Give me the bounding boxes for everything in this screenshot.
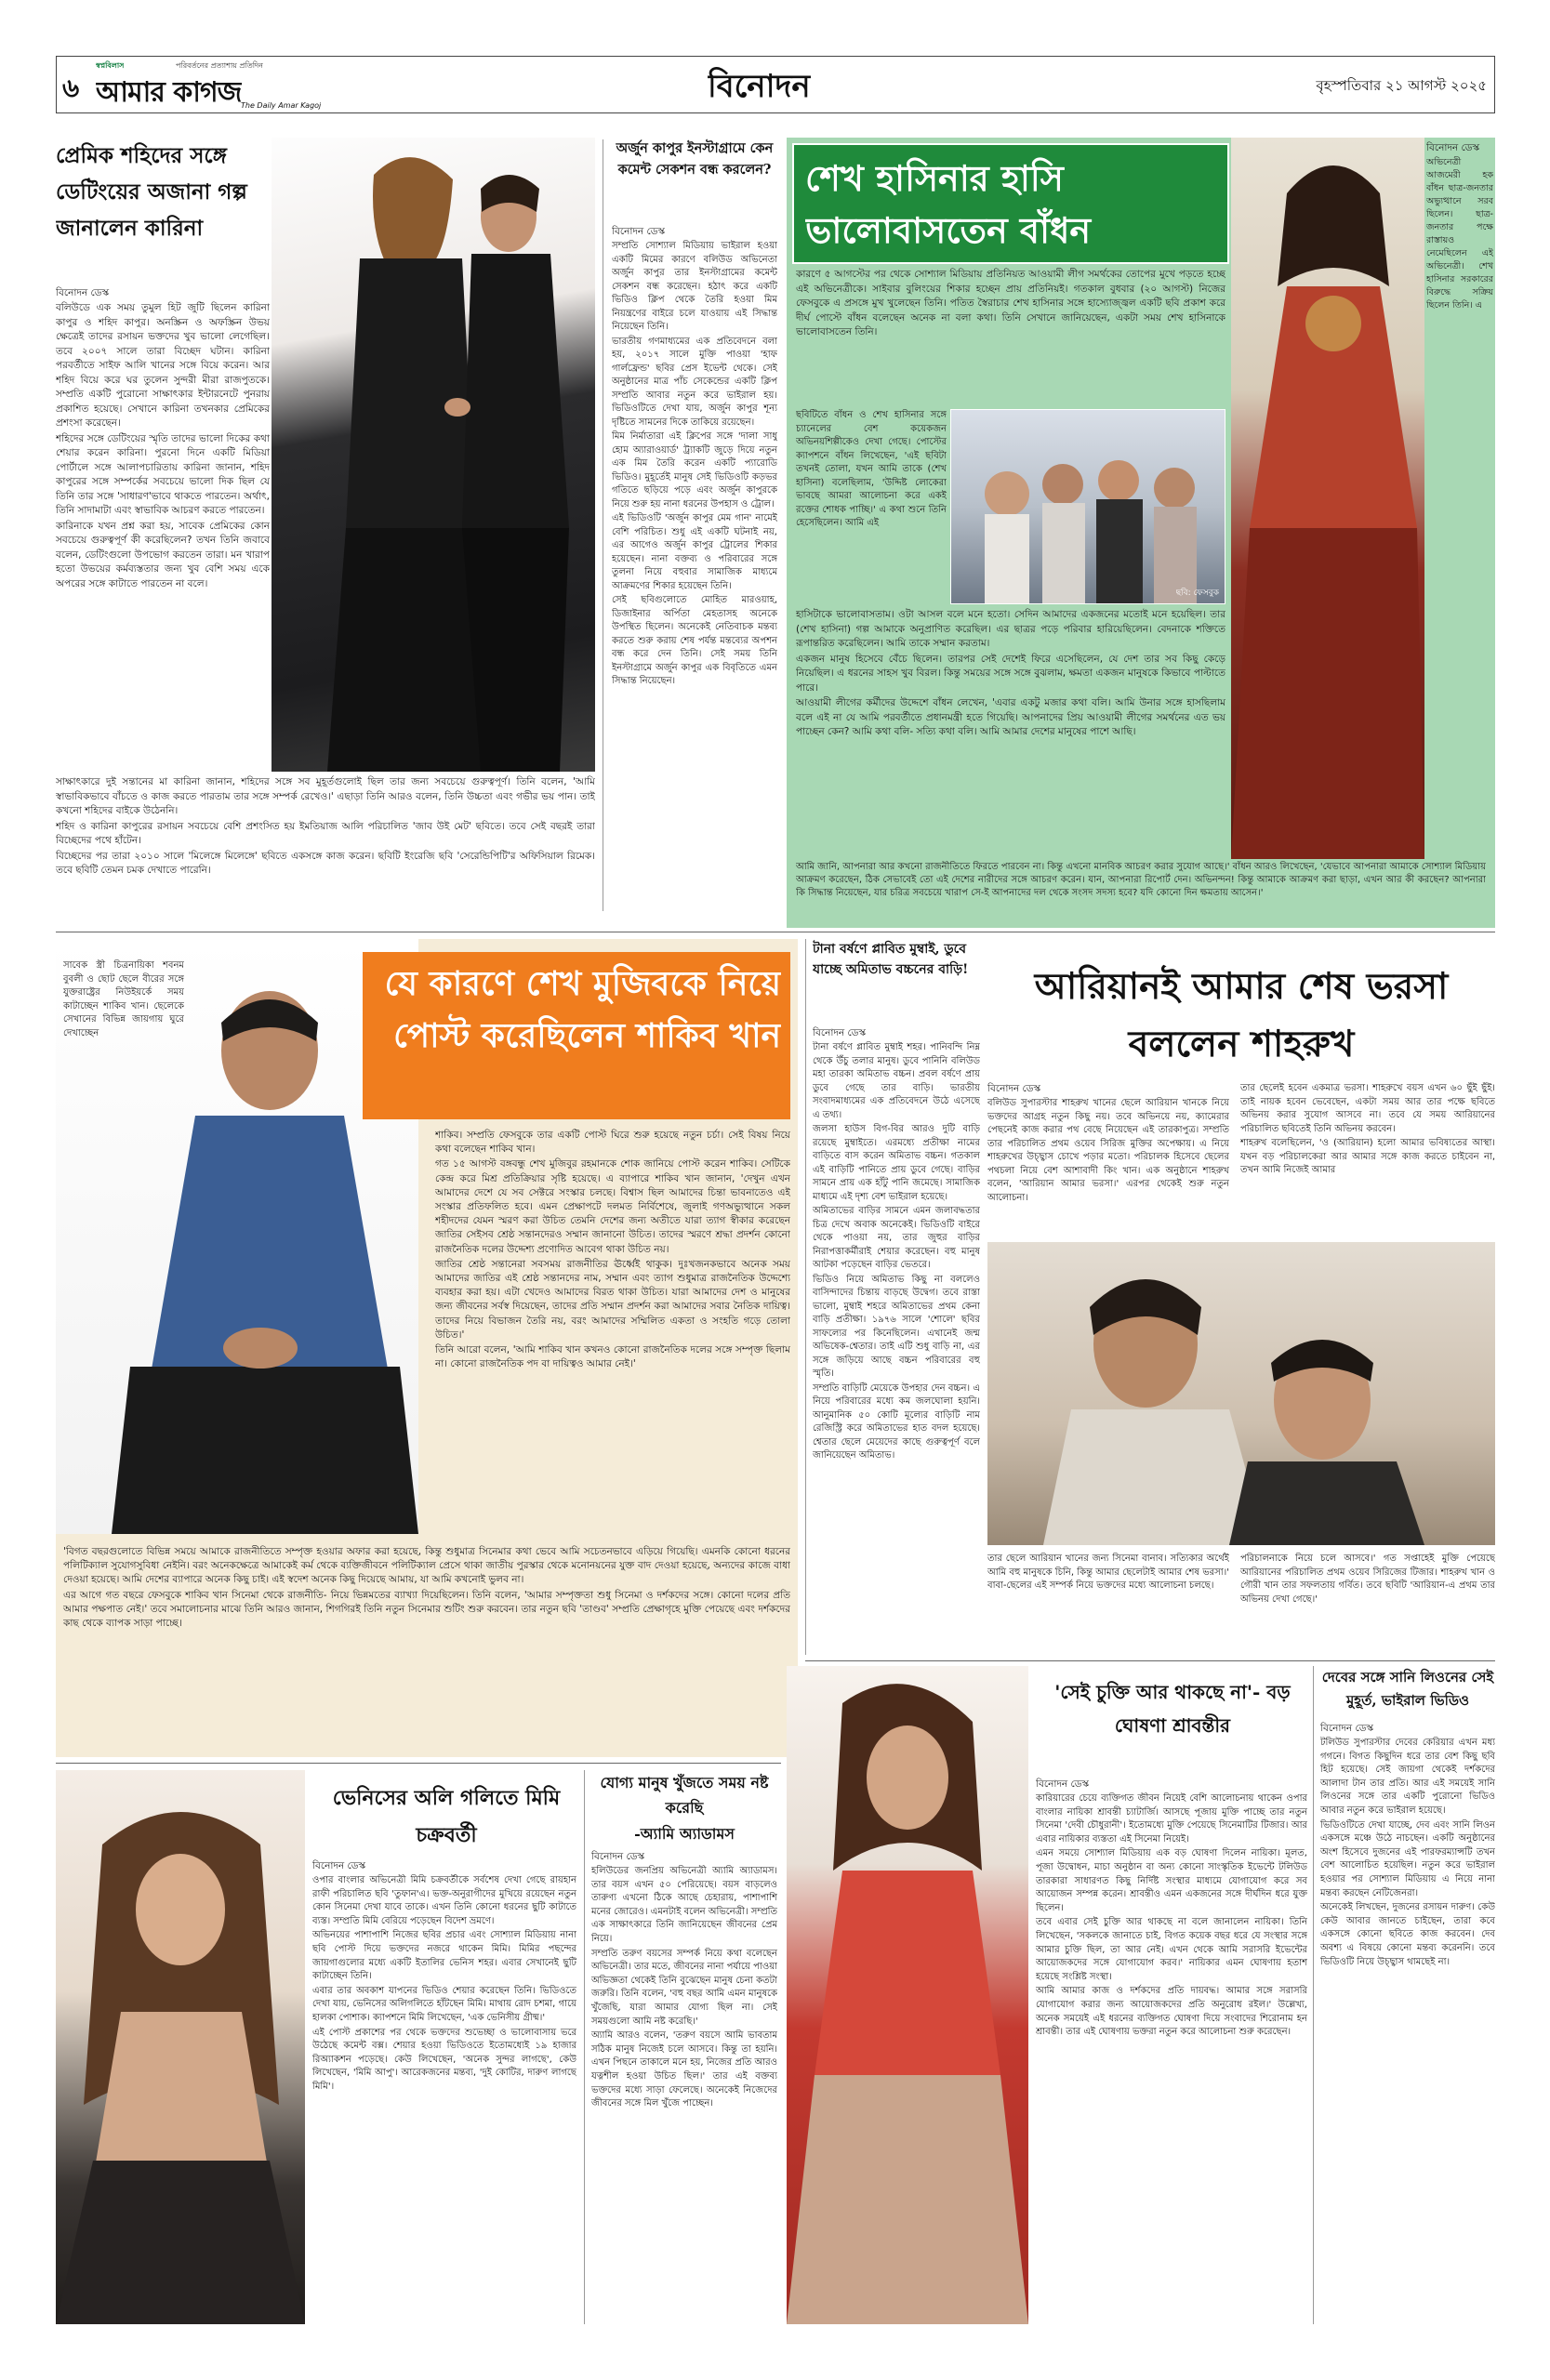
shakib-intro-overlay: সাবেক স্ত্রী চিত্রনায়িকা শবনম বুবলী ও ছোট ছেলে বীরের সঙ্গে যুক্তরাষ্ট্রের নিউইয়র্কে সময় কাটাচ্ছেন শাকিব খান। ছেলেকে সেখানের বিভিন্ন জায়গায় ঘুরে দেখাচ্ছেন: [63, 960, 184, 1038]
mimi-photo: [56, 1770, 305, 2324]
kareena-shahid-figures: [272, 138, 595, 772]
mimi-para: এবার তার অবকাশ যাপনের ভিডিও শেয়ার করেছেন তিনি। ভিডিওতে দেখা যায়, ভেনিসের অলিগলিতে হাঁটছেন মিমি। মাথায় রোদ চশমা, গায়ে হালকা পোশাক। ক্যাপশনে মিমি লিখেছেন, 'এক ভেনিসীয় গ্রীষ্ম।': [312, 1985, 576, 2023]
dev-para: অনেকেই লিখছেন, দুজনের রসায়ন দারুণ। কেউ কেউ আবার জানতে চাইছেন, তারা কবে একসঙ্গে কোনো ছবিতে কাজ করবেন। দেব অবশ্য এ বিষয়ে কোনো মন্তব্য করেননি। তবে ভিডিওটি নিয়ে উচ্ছ্বাস থামছেই না।: [1320, 1902, 1495, 1967]
shakib-body: [435, 1129, 790, 1541]
amy-headline: যোগ্য মানুষ খুঁজতে সময় নষ্ট করেছি: [600, 1774, 769, 1817]
srabanti-body: [1036, 1792, 1307, 2324]
mimi-headline: ভেনিসের অলি গলিতে মিমি চক্রবর্তী: [332, 1786, 561, 1847]
kareena-para: শহিদ ও কারিনা কাপুরের রসায়ন সবচেয়ে বেশি প্রশংসিত হয় ইমতিয়াজ আলি পরিচালিত 'জাব উই মেট' ছবিতে। তবে সেই বছরই তারা বিচ্ছেদের পথে হাঁটেন।: [56, 820, 595, 846]
inset-photo-label: ছবি: ফেসবুক: [1175, 588, 1219, 598]
srk-para: তার ছেলেই হবেন একমাত্র ভরসা। শাহরুখে বয়স এখন ৬০ ছুঁই ছুঁই। তাই নায়ক হবেন ভেবেছেন, একটা সময় আর তার পক্ষে ছবিতে অভিনয় করার সুযোগ আসবে না। তবে যে সময় আরিয়ানের পরিচালিত ছবিতেই তিনি অভিনয় করবেন।: [1240, 1083, 1495, 1134]
srk-para: শাহরুখ বলেছিলেন, 'ও (আরিয়ান) হলো আমার ভবিষ্যতের আস্থা। যখন বড় পরিচালকেরা আর আমার সঙ্গে কাজ করতে চাইবেন না, তখন আমি নিজেই আমার: [1240, 1138, 1495, 1175]
srk-col1: বলিউড সুপারস্টার শাহরুখ খানের ছেলে আরিয়ান খানকে নিয়ে ভক্তদের আগ্রহ নতুন কিছু নয়। তবে অভিনয়ে নয়, ক্যামেরার পেছনেই কাজ করার পথ বেছে নিয়েছেন এই তারকাপুত্র। সম্প্রতি তার পরিচালিত প্রথম ওয়েব সিরিজ মুক্তির অপেক্ষায়। এ নিয়ে শাহরুখের উচ্ছ্বাস চোখে পড়ার মতো। পরিচালক হিসেবে ছেলের পথচলা নিয়ে বেশ আশাবাদী কিং খান। এক অনুষ্ঠানে শাহরুখ বলেন, 'আরিয়ান আমার ভরসা।' এরপর থেকেই শুরু নতুন আলোচনা।: [987, 1098, 1229, 1203]
srk-lower-col2: পরিচালনাকে নিয়ে চলে আসবে।' গত সপ্তাহেই মুক্তি পেয়েছে আরিয়ানের পরিচালিত প্রথম ওয়েব সিরিজের টিজার। শাহরুখ খান ও গৌরী খান তার সফলতায় গর্বিত। তবে ছবিটি 'আরিয়ান-এ প্রথম তার অভিনয় দেখা গেছে।': [1240, 1554, 1495, 1605]
hasina-body-bottom: আমি জানি, আপনারা আর কখনো রাজনীতিতে ফিরতে পারবেন না। কিন্তু এখনো মানবিক আচরণ করার সুযোগ আছে।' বাঁধন আরও লিখেছেন, 'যেভাবে আপনারা আমাকে সোশ্যাল মিডিয়ায় আক্রমণ করেছেন, ঠিক সেভাবেই তো এই দেশের নারীদের সঙ্গে আচরণ করেন। যান, আপনারা রিপোর্ট দেন। অভিনন্দন! কিন্তু আমাকে আক্রমণ করা ছাড়া, এখন আর কী করছেন? আপনারা কি সিদ্ধান্ত নিয়েছেন, যার চরিত্র সবচেয়ে খারাপ সে-ই আপনাদের দল থেকে সংসদ সদস্য হবে? যদি কোনো দিন ক্ষমতায় আসেন।': [796, 862, 1486, 898]
srk-byline: বিনোদন ডেস্ক: [987, 1083, 1041, 1094]
mumbai-article: [813, 939, 980, 1655]
mimi-byline: বিনোদন ডেস্ক: [312, 1860, 366, 1871]
dev-body: [1320, 1737, 1495, 2324]
arjun-para: ভারতীয় গণমাধ্যমের এক প্রতিবেদনে বলা হয়, ২০১৭ সালে মুক্তি পাওয়া 'হাফ গার্লফ্রেন্ড' ছবির প্রেস ইভেন্ট থেকে। সেই অনুষ্ঠানের মাত্র পাঁচ সেকেন্ডের একটি ক্লিপ সম্প্রতি আবার নতুন করে ভাইরাল হয়। ভিডিওটিতে দেখা যায়, অর্জুন কাপুর শূন্য দৃষ্টিতে সামনের দিকে তাকিয়ে রয়েছেন।: [612, 336, 777, 428]
arjun-para: সেই ছবিগুলোতে মোহিত মারওয়াহ, ডিজাইনার অর্পিতা মেহতাসহ অনেকে উপস্থিত ছিলেন। অনেকেই নেতিবাচক মন্তব্য করতে শুরু করায় শেষ পর্যন্ত মন্তব্যের অপশন বন্ধ করে দেন তিনি। সেই সময় তিনি ইনস্টাগ্রামে অর্জুন কাপুর এক বিবৃতিতে এমন সিদ্ধান্ত নিয়েছেন।: [612, 595, 777, 686]
hasina-lead: কারণে ৫ আগস্টের পর থেকে সোশ্যাল মিডিয়ায় প্রতিনিয়ত আওয়ামী লীগ সমর্থকের তোপের মুখে পড়তে হচ্ছে এই অভিনেত্রীকে। সাইবার বুলিংয়ের শিকার হচ্ছেন প্রায় প্রতিনিয়ই। গতকাল বুধবার (২০ আগস্ট) নিজের ফেসবুকে এ প্রসঙ্গে মুখ খুলেছেন তিনি। পতিত স্বৈরাচার শেখ হাসিনার সঙ্গে হাস্যোজ্জ্বল একটি ছবি প্রকাশ করে দীর্ঘ পোস্টে বাঁধন বলেছেন অনেক না বলা কথা। তিনি সেখানে জানিয়েছেন, একটা সময় শেখ হাসিনাকে ভালোবাসতেন তিনি।: [796, 269, 1225, 337]
shakib-para: গত ১৫ আগস্ট বঙ্গবন্ধু শেখ মুজিবুর রহমানকে শোক জানিয়ে পোস্ট করেন শাকিব। সেটিকে কেন্দ্র করে মিশ্র প্রতিক্রিয়ার সৃষ্টি হয়েছে। এ ব্যাপারে শাকিব খান জানান, 'দেখুন এখন আমাদের দেশে যে সব সেক্টরে সংস্কার চলছে। বিশ্বাস ছিল আমাদের চিন্তা ভাবনাতেও এই সংস্কার প্রতিফলিত হবে। এমন প্রেক্ষাপটে দলমত নির্বিশেষে, জুলাই গণঅভ্যুত্থানে সকল শহীদদের যেমন স্মরণ করা উচিত তেমনি দেশের জন্য অতীতে যারা ত্যাগ স্বীকার করেছেন জাতির সেইসব শ্রেষ্ঠ সন্তানদেরও সম্মান জানানো উচিত। তাদের স্মরণে শ্রদ্ধা প্রদর্শন কোনো রাজনৈতিক দলের উদ্দেশ্য প্রণোদিত আবেগ থাকা উচিত নয়।: [435, 1158, 790, 1255]
kareena-byline: বিনোদন ডেস্ক: [56, 287, 110, 298]
hasina-para: হাসিটাকে ভালোবাসতাম। ওটা আসল বলে মনে হতো। সেদিন আমাদের একজনের মতোই মনে হয়েছিল। তার (শেখ হাসিনা) গল্প আমাকে অনুপ্রাণিত করেছিল। এর ছাত্রর পড়ে পরিবার হারিয়েছিলেন। বেদনাকে শক্তিতে রূপান্তরিত করেছিলেন। আমি তাকে সম্মান করতাম।: [796, 609, 1225, 649]
shakib-headline-box: [363, 952, 790, 1119]
logo-top-text: স্বপ্নবিলাস: [96, 61, 125, 70]
logo-english: The Daily Amar Kagoj: [241, 101, 322, 110]
hasina-intro: অভিনেত্রী আজমেরী হক বাঁধন ছাত্র-জনতার অভ্যুত্থানে সরব ছিলেন। ছাত্র-জনতার পক্ষে রাস্তায়ও নেমেছিলেন এই অভিনেত্রী। শেখ হাসিনার সরকারের বিরুদ্ধে সক্রিয় ছিলেন তিনি। এ: [1426, 157, 1493, 311]
kareena-shahid-photo: [272, 138, 595, 772]
amy-body: [591, 1865, 777, 2324]
shakib-headline: যে কারণে শেখ মুজিবকে নিয়ে পোস্ট করেছিলেন শাকিব খান: [384, 964, 781, 1055]
amy-byline: বিনোদন ডেস্ক: [591, 1851, 645, 1862]
column-rule: [1313, 1666, 1314, 2324]
dev-para: ভিডিওটিতে দেখা যাচ্ছে, দেব এবং সানি লিওন একসঙ্গে মঞ্চে উঠে নাচছেন। একটি অনুষ্ঠানের অংশ হিসেবে দুজনের এই পারফরম্যান্সটি তখন বেশ আলোচিত হয়েছিল। নতুন করে ভাইরাল হওয়ার পর সোশ্যাল মিডিয়ায় এ নিয়ে নানা মন্তব্য করছেন নেটিজেনরা।: [1320, 1819, 1495, 1898]
amy-para: সম্প্রতি তরুণ বয়সের সম্পর্ক নিয়ে কথা বলেছেন অভিনেত্রী। তার মতে, জীবনের নানা পর্যায়ে পাওয়া অভিজ্ঞতা থেকেই তিনি বুঝেছেন মানুষ চেনা কতটা জরুরি। তিনি বলেন, 'বহু বছর আমি এমন মানুষকে খুঁজেছি, যারা আমার যোগ্য ছিল না। সেই সময়গুলো আমি নষ্ট করেছি।': [591, 1948, 777, 2027]
kareena-para: শহিদের সঙ্গে ডেটিংয়ের স্মৃতি তাদের ভালো দিকের কথা শেয়ার করেন কারিনা। পুরনো দিনে একটি মিডিয়া পোর্টালে সঙ্গে আলাপচারিতায় কারিনা জানান, শহিদ কাপুরের সঙ্গে সম্পর্কের সবচেয়ে ভালো দিক ছিল যে তিনি তার সঙ্গে 'সাধারণ'ভাবে থাকতে পারতেন। অর্থাৎ, তিনি সাদামাটা এবং স্বাভাবিক আচরণ করতে পারতেন।: [56, 432, 270, 516]
amy-subhead: -অ্যামি অ্যাডামস: [634, 1825, 735, 1843]
mimi-para: অভিনয়ের পাশাপাশি নিজের ছবির প্রচার এবং সোশ্যাল মিডিয়ায় নানা ছবি পোস্ট দিয়ে ভক্তদের নজরে থাকেন মিমি। মিমির পছন্দের জায়গাগুলোর মধ্যে একটি ইতালির ভেনিস শহর। এবার সেখানেই ছুটি কাটাচ্ছেন তিনি।: [312, 1930, 576, 1982]
shakib-para: এর আগে গত বছরে ফেসবুকে শাকিব খান সিনেমা থেকে রাজনীতি- নিয়ে ভিন্নমতের ব্যাখ্যা দিয়েছিলেন। তিনি বলেন, 'আমার সম্পৃক্ততা শুধু সিনেমা ও দর্শকদের সঙ্গে। কোনো দলের প্রতি আমার পক্ষপাত নেই।' তবে সমালোচনার মাঝে তিনি আরও জানান, শিগগিরই তিনি নতুন সিনেমার শুটিং শুরু করবেন। তার নতুন ছবি 'তাণ্ডব' সম্প্রতি প্রেক্ষাগৃহে মুক্তি পেয়েছে এবং দর্শকদের কাছ থেকে ব্যাপক সাড়া পাচ্ছে।: [63, 1589, 790, 1630]
srabanti-byline: বিনোদন ডেস্ক: [1036, 1778, 1090, 1790]
mimi-article: [56, 1770, 576, 2324]
hasina-para: আওয়ামী লীগের কর্মীদের উদ্দেশে বাঁধন লেখেন, 'এবার একটু মজার কথা বলি। আমি উনার সঙ্গে হাসছিলাম বলে এই না যে আমি পরবর্তীতে প্রধানমন্ত্রী হতে গিয়েছি। আপনাদের প্রিয় আওয়ামী লীগের সমর্থনের এত ভয় পাচ্ছেন কেন? আমি কথা বলি- সত্যি কথা বলি। আমি আমার দেশের মানুষের পাশে আছি।: [796, 697, 1225, 737]
arjun-headline: অর্জুন কাপুর ইনস্টাগ্রামে কেন কমেন্ট সেকশন বন্ধ করলেন?: [616, 140, 774, 178]
kareena-body: [56, 301, 270, 772]
hasina-article: [787, 138, 1495, 928]
section-title: বিনোদন: [708, 68, 811, 105]
logo-tagline: পরিবর্তনের প্রত্যাশায় প্রতিদিন: [176, 61, 263, 70]
srk-col2: [1240, 1082, 1495, 1238]
mimi-figure: [56, 1770, 305, 2324]
kareena-para: বলিউডে এক সময় তুমুল হিট জুটি ছিলেন কারিনা কাপুর ও শহিদ কাপুর। অনস্ক্রিন ও অফস্ক্রিন উভয় ক্ষেত্রেই তাদের রসায়ন ভক্তদের খুব ভালো লেগেছিল। তবে ২০০৭ সালে তারা বিচ্ছেদ ঘটান। কারিনা পরবর্তীতে সাইফ আলি খানের সঙ্গে বিয়ে করেন। আর শহিদ বিয়ে করে ঘর তুলেন সুন্দরী মীরা রাজপুতকে। সম্প্রতি একটি পুরোনো সাক্ষাৎকার ইন্টারনেটে পুনরায় প্রকাশিত হয়েছে। সেখানে কারিনা তখনকার প্রেমিকের প্রশংসা করেছেন।: [56, 302, 270, 429]
hasina-byline: বিনোদন ডেস্ক: [1426, 142, 1480, 153]
srabanti-figure: [787, 1666, 1028, 2324]
dev-article: [1320, 1666, 1495, 2324]
srk-article: [987, 939, 1495, 1655]
srabanti-photo: [787, 1666, 1028, 2324]
column-rule: [805, 939, 806, 1655]
hasina-left-col: [796, 409, 947, 604]
kareena-para: কারিনাকে যখন প্রশ্ন করা হয়, সাবেক প্রেমিকের কোন সবচেয়ে গুরুত্বপূর্ণ কী করেছিলেন? তখন তিনি জবাবে বলেন, ডেটিংগুলো উপভোগ করতেন তারা। মন খারাপ হতো উভয়ের কর্মব্যস্ততার জন্য খুব বেশি সময় একে অপরের সঙ্গে কাটাতে পারতেন না বলে।: [56, 520, 270, 589]
group-photo-figures: [951, 410, 1225, 604]
kareena-para: বিচ্ছেদের পর তারা ২০১০ সালে 'মিলেঙ্গে মিলেঙ্গে' ছবিতে একসঙ্গে কাজ করেন। ছবিটি ইংরেজি ছবি 'সেরেন্ডিপিটি'র অফিসিয়াল রিমেক। তবে ছবিটি তেমন চমক দেখাতে পারেনি।: [56, 850, 595, 876]
mimi-para: ওপার বাংলার অভিনেত্রী মিমি চক্রবর্তীকে সর্বশেষ দেখা গেছে রায়হান রাফী পরিচালিত ছবি 'তুফান'এ। ভক্ত-অনুরাগীদের মুখিয়ে রয়েছেন নতুন কোন সিনেমা দেখা যাবে তাকে। এখন তিনি কোনো ধরনের ছুটি কাটাতে ব্যস্ত। সম্প্রতি মিমি বেরিয়ে পড়েছেন বিদেশ ভ্রমণে।: [312, 1875, 576, 1926]
mumbai-byline: বিনোদন ডেস্ক: [813, 1027, 867, 1038]
shakib-article: [56, 939, 798, 1757]
srabanti-article: [787, 1666, 1307, 2324]
srk-aryan-photo: [987, 1242, 1495, 1545]
mimi-para: এই পোস্ট প্রকাশের পর থেকে ভক্তদের শুভেচ্ছা ও ভালোবাসায় ভরে উঠেছে কমেন্ট বক্স। শেয়ার হওয়া ভিডিওতে ইতোমধ্যেই ১৯ হাজার রিঅ্যাকশন পড়েছে। কেউ লিখেছেন, 'অনেক সুন্দর লাগছে', কেউ লিখেছেন, 'মিমি আপু'। আরেকজনের মন্তব্য, 'দুই কোটির, দারুণ লাগছে মিমি'।: [312, 2027, 576, 2092]
mumbai-body: [813, 1041, 980, 1655]
amy-para: অ্যামি আরও বলেন, 'তরুণ বয়সে আমি ভাবতাম সঠিক মানুষ নিজেই চলে আসবে। কিন্তু তা হয়নি। এখন পিছনে তাকালে মনে হয়, নিজের প্রতি আরও যত্নশীল হওয়া উচিত ছিল।' তার এই বক্তব্য ভক্তদের মধ্যে সাড়া ফেলেছে। অনেকেই নিজেদের জীবনের সঙ্গে মিল খুঁজে পাচ্ছেন।: [591, 2030, 777, 2109]
masthead: [56, 56, 1495, 113]
column-rule: [584, 1770, 585, 2324]
srabanti-para: তবে এবার সেই চুক্তি আর থাকছে না বলে জানালেন নায়িকা। তিনি লিখেছেন, 'সকলকে জানাতে চাই, বিগত কয়েক বছর ধরে যে সংস্থার সঙ্গে আমার চুক্তি ছিল, তা আর নেই। এখন থেকে আমি সরাসরি ইভেন্টের আয়োজকদের সঙ্গে যোগাযোগ করব।' নায়িকার এমন ঘোষণায় হতাশ হয়েছে সংশ্লিষ্ট সংস্থা।: [1036, 1917, 1307, 1982]
shakib-para: তিনি আরো বলেন, 'আমি শাকিব খান কখনও কোনো রাজনৈতিক দলের সঙ্গে সম্পৃক্ত ছিলাম না। কোনো রাজনৈতিক পদ বা দায়িত্বও আমার নেই।': [435, 1344, 790, 1370]
dev-byline: বিনোদন ডেস্ক: [1320, 1723, 1374, 1734]
srk-headline: আরিয়ানই আমার শেষ ভরসা বললেন শাহরুখ: [1034, 965, 1449, 1065]
issue-date: বৃহস্পতিবার ২১ আগস্ট ২০২৫: [1316, 77, 1487, 94]
mumbai-para: অমিতাভের বাড়ির সামনে এমন জলাবদ্ধতার চিত্র দেখে অবাক অনেকেই। ভিডিওটি বাইরে থেকে পাওয়া নয়, তার জুহুর বাড়ির নিরাপত্তাকর্মীরাই শেয়ার করেছেন। বহু মানুষ আটকা পড়েছেন বাড়ির ভেতরে।: [813, 1206, 980, 1270]
hasina-para: একজন মানুষ হিসেবে বেঁচে ছিলেন। তারপর সেই দেশেই ফিরে এসেছিলেন, যে দেশ তার সব কিছু কেড়ে নিয়েছিল। এ ধরনের সাহস খুব বিরল। কিন্তু সময়ের সঙ্গে সঙ্গে বুঝলাম, ক্ষমতা একজন মানুষকে কিভাবে পাল্টাতে পারে।: [796, 653, 1225, 694]
arjun-para: মিম নির্মাতারা এই ক্লিপের সঙ্গে 'দালা সাধু হোম অ্যারাওয়ার্ড' ট্র্যাকটি জুড়ে দিয়ে নতুন এক মিম তৈরি করেন একটি প্যারোডি ভিডিও। মুহূর্তেই মানুষ সেই ভিডিওটি কড়ভর গতিতে ছড়িয়ে পড়ে এবং অর্জুন কাপুরকে নিয়ে শুরু হয় নানা ধরনের উপহাস ও ট্রোল।: [612, 431, 777, 509]
kareena-body-bottom: [56, 775, 595, 909]
dev-headline: দেবের সঙ্গে সানি লিওনের সেই মুহূর্ত, ভাইরাল ভিডিও: [1321, 1669, 1494, 1709]
shakib-para: 'বিগত বছরগুলোতে বিভিন্ন সময়ে আমাকে রাজনীতিতে সম্পৃক্ত হওয়ার অফার করা হয়েছে, কিন্তু শুধুমাত্র সিনেমার কথা ভেবে আমি সচেতনভাবে এড়িয়ে গিয়েছি। এমনকি কোনো ধরনের পলিটিক্যাল সুযোগসুবিধা নেইনি। বরং অনেকক্ষেত্রে আমাকেই কর্ম থেকে ব্যক্তিজীবনে পলিটিক্যাল প্রেসে থাকা জাতীয় পুরস্কার থেকে মনোনয়নের যুক্ত বাদ দেওয়া হয়েছে, অন্যদের কাজে বাধা দেওয়া হয়েছে। আমি দেশের ব্যাপারে অনেক কিছু চাই। এই স্বদেশ অনেক কিছু দিয়েছে আমায়, যা আমি কখনোই ভুলব না।: [63, 1546, 790, 1586]
srabanti-para: কারিয়ারের চেয়ে ব্যক্তিগত জীবন নিয়েই বেশি আলোচনায় থাকেন ওপার বাংলার নায়িকা শ্রাবন্তী চ্যাটার্জি। আসছে পূজায় মুক্তি পাচ্ছে তার নতুন সিনেমা 'দেবী চৌধুরানী'। ইতোমধ্যে মুক্তি পেয়েছে সিনেমাটির টিজার। আর এবার নায়িকার ব্যস্ততা এই সিনেমা নিয়েই।: [1036, 1793, 1307, 1844]
mumbai-para: ভিডিও নিয়ে অমিতাভ কিছু না বললেও বাসিন্দাদের চিন্তায় বাড়ছে উদ্বেগ। তবে রাস্তা ভালো, মুম্বাই শহরে অমিতাভের প্রথম কেনা বাড়ি প্রতীক্ষা। ১৯৭৬ সালে 'শোলে' ছবির সাফল্যের পর কিনেছিলেন। এখানেই জন্ম অভিষেক-শ্বেতার। তাই এটি শুধু বাড়ি না, এর সঙ্গে জড়িয়ে আছে বচ্চন পরিবারের বহু স্মৃতি।: [813, 1274, 980, 1379]
arjun-body: [612, 240, 777, 909]
arjun-para: এই ভিডিওটি 'অর্জুন কাপুর মেম গান' নামেই বেশি পরিচিত। শুধু এই একটি ঘটনাই নয়, এর আগেও অর্জুন কাপুর ট্রোলের শিকার হয়েছেন। নানা বক্তব্য ও পরিবারের সঙ্গে তুলনা নিয়ে বহুবার সামাজিক মাধ্যমে আক্রমণের শিকার হয়েছেন তিনি।: [612, 513, 777, 591]
srabanti-headline: 'সেই চুক্তি আর থাকছে না'- বড় ঘোষণা শ্রাবন্তীর: [1054, 1681, 1291, 1737]
mumbai-para: জলসা হাউস বিগ-বির আরও দুটি বাড়ি রয়েছে মুম্বাইতে। এরমধ্যে প্রতীক্ষা নামের বাড়িতে বাস করেন অমিতাভ বচ্চন। গতকাল এই বাড়িটি পানিতে প্রায় ডুবে গেছে। বাড়ির সামনে প্রায় এক হাঁটু পানি জমেছে। সামাজিক মাধ্যমে এই দৃশ্য বেশ ভাইরাল হয়েছে।: [813, 1124, 980, 1202]
hasina-body: [796, 608, 1225, 859]
srabanti-para: এমন সময়ে সোশ্যাল মিডিয়ায় এক বড় ঘোষণা দিলেন নায়িকা। মূলত, পূজা উদ্বোধন, মাচা অনুষ্ঠান বা অন্য কোনো সাংস্কৃতিক ইভেন্টে টলিউড তারকারা সাধারণত কিছু নির্দিষ্ট সংস্থার মাধ্যমে যোগাযোগ করে সব আয়োজন সম্পন্ন করেন। শ্রাবন্তীও এমন একজনের সঙ্গে দীর্ঘদিন ধরে যুক্ত ছিলেন।: [1036, 1848, 1307, 1913]
badhon-figure: [1231, 138, 1424, 859]
shakib-body-bottom: [63, 1545, 790, 1752]
page-number: ৬: [62, 73, 80, 103]
srabanti-para: আমি আমার কাজ ও দর্শকদের প্রতি দায়বদ্ধ। আমার সঙ্গে সরাসরি যোগাযোগ করার জন্য আয়োজকদের প্রতি অনুরোধ রইল।' উল্লেখ্য, অনেক সময়েই এই ধরনের ব্যক্তিগত ঘোষণা দিয়ে সংবাদের শিরোনাম হন শ্রাবন্তী। তার এই ঘোষণায় ভক্তরা নতুন করে আলোচনা শুরু করেছেন।: [1036, 1986, 1307, 2038]
shakib-para: শাকিব। সম্প্রতি ফেসবুকে তার একটি পোস্ট ঘিরে শুরু হয়েছে নতুন চর্চা। সেই বিষয় নিয়ে কথা বলেছেন শাকিব খান।: [435, 1130, 790, 1156]
logo-name: আমার কাগজ: [96, 76, 242, 109]
row-rule: [805, 1660, 1495, 1661]
hasina-headline-box: [792, 143, 1229, 264]
newspaper-logo: [92, 60, 336, 111]
srk-lower-col1: তার ছেলে আরিয়ান খানের জন্য সিনেমা বানাব। সত্যিকার অর্থেই আমি বহু মানুষকে চিনি, কিন্তু আমার ছেলেটাই আমার শেষ ভরসা।' বাবা-ছেলের এই সম্পর্ক নিয়ে ভক্তদের মধ্যে আলোচনা চলছে।: [987, 1554, 1229, 1591]
hasina-inset-photo: [950, 409, 1225, 604]
hasina-para: ছবিটিতে বাঁধন ও শেখ হাসিনার সঙ্গে চ্যানেলের বেশ কয়েকজন অভিনয়শিল্পীকেও দেখা গেছে। পোস্টের ক্যাপশনে বাঁধন লিখেছেন, 'এই ছবিটা তখনই তোলা, যখন আমি তাকে (শেখ হাসিনা) বলেছিলাম, 'উদ্দিষ্ট লোকেরা ভাবছে আমরা আলোচনা করে একই রক্তের শোধক পাচ্ছি।' এ কথা শুনে তিনি হেসেছিলেন। আমি এই: [796, 410, 947, 528]
mumbai-headline: টানা বর্ষণে প্লাবিত মুম্বাই, ডুবে যাচ্ছে অমিতাভ বচ্চনের বাড়ি!: [813, 942, 969, 977]
amy-para: হলিউডের জনপ্রিয় অভিনেত্রী অ্যামি অ্যাডামস। তার বয়স এখন ৫০ পেরিয়েছে। বয়স বাড়লেও তারুণ্য এখনো ঠিকে আছে চেহারায়, পাশাপাশি মনের জোরেও। এমনটাই বলেন অভিনেত্রী। সম্প্রতি এক সাক্ষাৎকারে তিনি জানিয়েছেন জীবনের প্রেম নিয়ে।: [591, 1866, 777, 1944]
kareena-headline: প্রেমিক শহিদের সঙ্গে ডেটিংয়ের অজানা গল্প জানালেন কারিনা: [56, 143, 247, 241]
kareena-para: সাক্ষাৎকারে দুই সন্তানের মা কারিনা জানান, শহিদের সঙ্গে সব মুহূর্তগুলোই ছিল তার জন্য সবচেয়ে গুরুত্বপূর্ণ। তিনি বলেন, 'আমি স্বাভাবিকভাবে বাঁচতে ও কাজ করতে পারতাম তার সঙ্গে সম্পর্ক রেখেও।' এছাড়া তিনি আরও বলেন, তিনি উচ্চতা এবং গভীর ভয় পান। তাই কখনো শহিদের বাইকে উঠেননি।: [56, 776, 595, 816]
amy-article: [591, 1770, 777, 2324]
hasina-headline: শেখ হাসিনার হাসি ভালোবাসতেন বাঁধন: [805, 157, 1092, 251]
mumbai-para: সম্প্রতি বাড়িটি মেয়েকে উপহার দেন বচ্চন। এ নিয়ে পরিবারের মধ্যে কম জলঘোলা হয়নি। আনুমানিক ৫০ কোটি মূল্যের বাড়িটি নাম রেজিস্ট্রি করে অমিতাভের হাত বদল হয়েছে। শ্বেতার ছেলে মেয়েদের কাছে গুরুত্বপূর্ণ বলে জানিয়েছেন অমিতাভ।: [813, 1382, 980, 1461]
arjun-byline: বিনোদন ডেস্ক: [612, 226, 666, 237]
dev-para: টলিউড সুপারস্টার দেবের কেরিয়ার এখন মধ্য গগনে। বিগত কিছুদিন ধরে তার বেশ কিছু ছবি হিট হয়েছে। সেই জায়গা থেকেই দর্শকদের আলাদা টান তার প্রতি। আর এই সময়েই সানি লিওনের সঙ্গে তার একটি পুরোনো ভিডিও আবার নতুন করে ভাইরাল হয়েছে।: [1320, 1738, 1495, 1816]
kareena-article: [56, 138, 595, 909]
row-rule: [56, 1763, 781, 1764]
arjun-para: সম্প্রতি সোশ্যাল মিডিয়ায় ভাইরাল হওয়া একটি মিমের কারণে বলিউড অভিনেতা অর্জুন কাপুর তার ইনস্টাগ্রামের কমেন্ট সেকশন বন্ধ করেছেন। হঠাৎ করে একটি ভিডিও ক্লিপ থেকে তৈরি হওয়া মিম নিয়ন্ত্রণের বাইরে চলে যাওয়ায় এই সিদ্ধান্ত নিয়েছেন তিনি।: [612, 241, 777, 332]
shakib-para: জাতির শ্রেষ্ঠ সন্তানেরা সবসময় রাজনীতির ঊর্ধ্বেই থাকুক। দুঃখজনকভাবে অনেক সময় আমাদের জাতির এই শ্রেষ্ঠ সন্তানদের নাম, সম্মান এবং ত্যাগ শুধুমাত্র রাজনৈতিক উদ্দেশ্যে ব্যবহার করা হয়। এটা খেদেও আমাদের বিরত থাকা উচিত। যারা আমাদের দেশ ও মানুষের জন্য জীবনের সর্বস্ব দিয়েছেন, তাদের প্রতি সম্মান প্রদর্শন করা আমাদের সবার নৈতিক দায়িত্ব। তাদের নিয়ে বিভাজন তৈরি নয়, বরং আমাদের সম্মিলিত একতা ও সংহতি গড়ে তোলা উচিত।': [435, 1258, 790, 1341]
mumbai-para: টানা বর্ষণে প্লাবিত মুম্বাই শহর। পানিবন্দি নিম্ন থেকে উঁচু তলার মানুষ। ডুবে পানিনি বলিউড মহা তারকা অমিতাভ বচ্চন। প্রবল বর্ষণে প্রায় ডুবে গেছে তার বাড়ি। ভারতীয় সংবাদমাধ্যমের এক প্রতিবেদনে উঠে এসেছে এ তথ্য।: [813, 1042, 980, 1120]
mimi-body: [312, 1874, 576, 2324]
badhon-photo: [1231, 138, 1424, 859]
arjun-article: [612, 138, 777, 909]
srk-aryan-figures: [987, 1242, 1495, 1545]
